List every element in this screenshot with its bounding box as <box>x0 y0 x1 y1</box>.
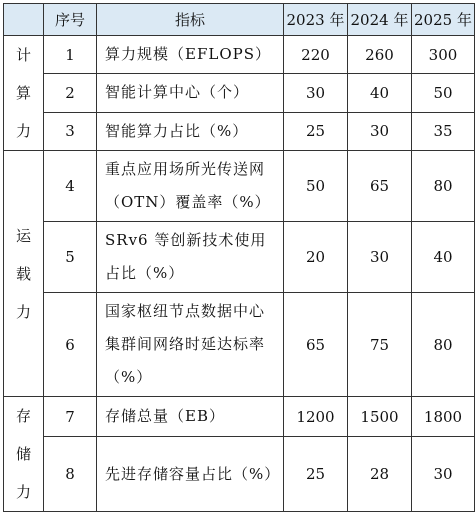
category-char: 算 <box>15 84 31 102</box>
header-2023: 2023 年 <box>284 4 348 36</box>
table-row <box>4 222 475 293</box>
value-2024: 28 <box>348 437 412 512</box>
value-2024: 260 <box>348 36 412 74</box>
header-indicator: 指标 <box>97 4 284 36</box>
value-2023: 1200 <box>284 397 348 437</box>
row-number: 6 <box>44 293 97 397</box>
value-2024: 65 <box>348 151 412 222</box>
metric-name: 重点应用场所光传送网（OTN）覆盖率（%） <box>97 151 284 222</box>
row-number: 4 <box>44 151 97 222</box>
row-number: 5 <box>44 222 97 293</box>
table-row <box>4 397 475 437</box>
metric-name: 先进存储容量占比（%） <box>97 437 284 512</box>
value-2025: 300 <box>412 36 475 74</box>
value-2024: 40 <box>348 74 412 112</box>
header-category <box>4 4 44 36</box>
value-2023: 220 <box>284 36 348 74</box>
value-2025: 80 <box>412 293 475 397</box>
value-2023: 20 <box>284 222 348 293</box>
value-2023: 65 <box>284 293 348 397</box>
value-2025: 30 <box>412 437 475 512</box>
value-2025: 50 <box>412 74 475 112</box>
category-char: 运 <box>15 226 31 245</box>
value-2023: 25 <box>284 437 348 512</box>
category-char: 储 <box>15 445 31 463</box>
table-row <box>4 112 475 150</box>
metric-name: 算力规模（EFLOPS） <box>97 36 284 74</box>
category-char: 存 <box>15 407 31 425</box>
row-number: 7 <box>44 397 97 437</box>
row-number: 8 <box>44 437 97 512</box>
indicator-table <box>3 3 475 512</box>
value-2024: 75 <box>348 293 412 397</box>
value-2023: 50 <box>284 151 348 222</box>
value-2024: 30 <box>348 112 412 150</box>
row-number: 3 <box>44 112 97 150</box>
category-char: 载 <box>15 264 31 283</box>
metric-name: 智能计算中心（个） <box>97 74 284 112</box>
header-2024: 2024 年 <box>348 4 412 36</box>
header-seq: 序号 <box>44 4 97 36</box>
value-2025: 35 <box>412 112 475 150</box>
category-transport <box>4 151 44 397</box>
category-char: 力 <box>15 302 31 321</box>
row-number: 2 <box>44 74 97 112</box>
metric-name: SRv6 等创新技术使用占比（%） <box>97 222 284 293</box>
category-char: 力 <box>15 122 31 140</box>
value-2025: 40 <box>412 222 475 293</box>
category-storage <box>4 397 44 512</box>
table-row <box>4 151 475 222</box>
value-2024: 30 <box>348 222 412 293</box>
metric-name: 国家枢纽节点数据中心集群间网络时延达标率（%） <box>97 293 284 397</box>
table-row <box>4 437 475 512</box>
metric-name: 智能算力占比（%） <box>97 112 284 150</box>
header-2025: 2025 年 <box>412 4 475 36</box>
value-2024: 1500 <box>348 397 412 437</box>
table-row <box>4 36 475 74</box>
value-2023: 25 <box>284 112 348 150</box>
category-compute <box>4 36 44 151</box>
table-row <box>4 74 475 112</box>
metric-name: 存储总量（EB） <box>97 397 284 437</box>
row-number: 1 <box>44 36 97 74</box>
category-char: 力 <box>15 483 31 501</box>
header-row <box>4 4 475 36</box>
table-row <box>4 293 475 397</box>
category-char: 计 <box>15 46 31 64</box>
value-2025: 1800 <box>412 397 475 437</box>
value-2025: 80 <box>412 151 475 222</box>
value-2023: 30 <box>284 74 348 112</box>
